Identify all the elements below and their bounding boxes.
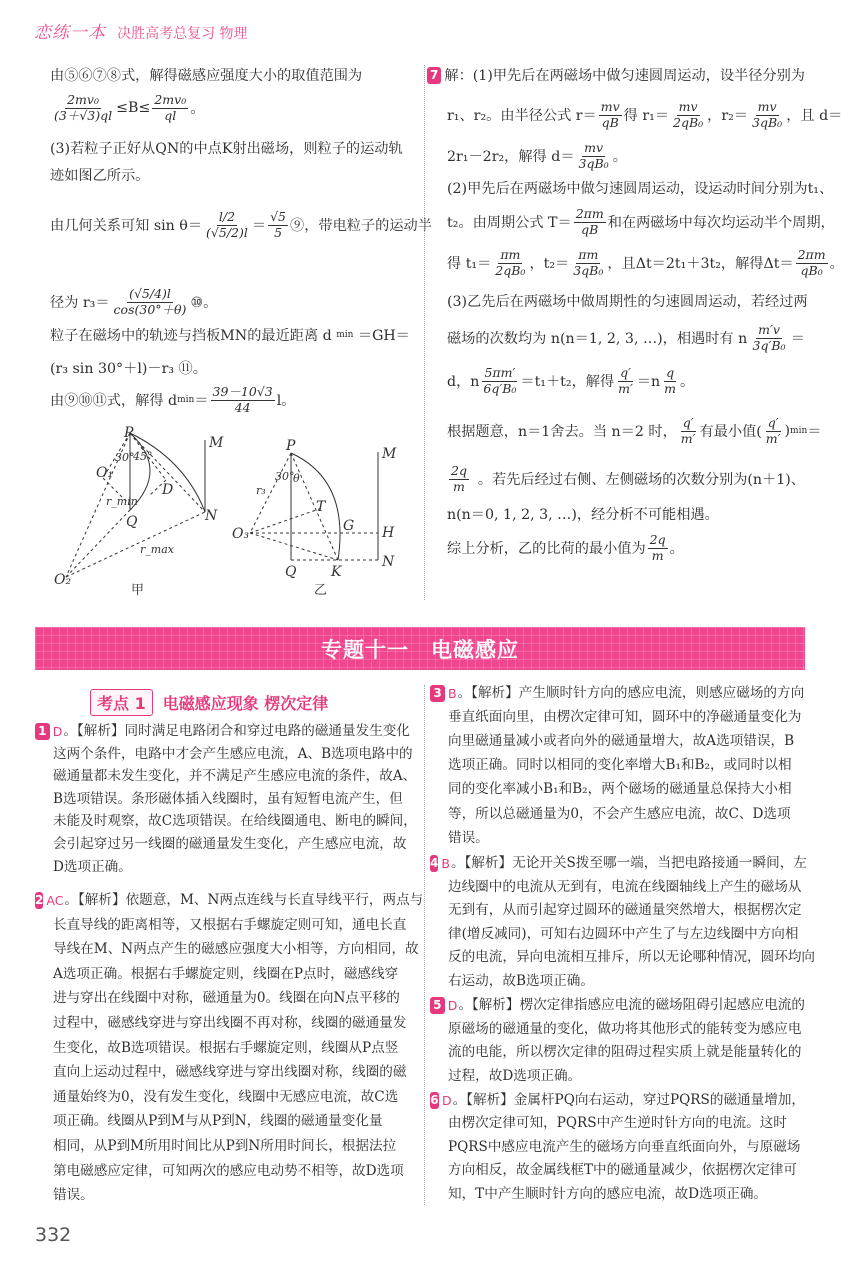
text-run: 项正确。线圈从P到M与从P到N，线圈的磁通量变化量 <box>53 1113 383 1130</box>
figure-yi <box>250 452 378 560</box>
text-run: 方向相反，故金属线框T中的磁通量减少，依据楞次定律可 <box>448 1162 797 1179</box>
fraction-numerator: 2πm <box>797 247 826 263</box>
text-run: 。【解析】楞次定律指感应电流的磁场阻碍引起感应电流的 <box>458 997 805 1013</box>
text-run: 。【解析】同时满足电路闭合和穿过电路的磁通量发生变化 <box>63 723 410 739</box>
text-run: 错误。 <box>448 829 489 846</box>
text-run: 。若先后经过右侧、左侧磁场的次数分别为(n＋1)、 <box>477 472 805 488</box>
fraction-numerator: 2πm <box>575 206 604 222</box>
text-run: 。【解析】无论开关S拨至哪一端，当把电路接通一瞬间，左 <box>450 855 807 871</box>
text-line <box>53 1110 410 1133</box>
text-run: 由几何关系可知 sin θ＝ <box>50 218 203 234</box>
label-rmax: r_max <box>140 543 174 556</box>
text-run: 向里磁通量减小或者向外的磁通量增大，故A选项错误，B <box>448 733 795 750</box>
answer-choice: AC <box>46 893 64 908</box>
text-line <box>448 754 805 777</box>
text-line <box>448 827 489 850</box>
text-line <box>35 720 410 743</box>
text-run: 。 <box>612 149 627 165</box>
column-divider <box>424 65 425 600</box>
text-run: ，且 d＝ <box>786 108 843 124</box>
label-O2: O₂ <box>54 572 72 588</box>
fraction-numerator: q′ <box>767 415 779 431</box>
text-run: (2)甲先后在两磁场中做匀速圆周运动，设运动时间分别为t₁、 <box>447 181 834 197</box>
text-run: 反的电流，异向电流相互排斥，所以无论哪种情况，圆环均向 <box>448 949 816 966</box>
fraction-numerator: 5πm′ <box>484 365 516 381</box>
subscript: min <box>336 330 354 340</box>
text-run: 由⑤⑥⑦⑧式，解得磁感应强度大小的取值范围为 <box>50 68 363 84</box>
text-line <box>53 788 410 811</box>
text-line <box>448 923 805 946</box>
text-run: (3)乙先后在两磁场中做周期性的匀速圆周运动，若经过两 <box>447 294 808 310</box>
label-P: P <box>124 425 134 441</box>
text-run: ，t₂＝ <box>529 256 570 272</box>
text-run: 等，所以总磁通量为0，不会产生感应电流，故C、D选项 <box>448 805 791 822</box>
text-run: 垂直纸面向里，由楞次定律可知，圆环中的净磁通量变化为 <box>448 709 802 726</box>
answer-choice: D <box>447 998 458 1013</box>
fraction-denominator: (√5/2)l <box>206 224 248 240</box>
text-line <box>53 987 410 1010</box>
text-run: 。 <box>190 101 205 117</box>
text-line <box>448 970 594 993</box>
fraction-numerator: q′ <box>682 415 694 431</box>
text-line <box>448 778 805 801</box>
text-run: r₁、r₂。由半径公式 r＝ <box>447 108 597 124</box>
text-line <box>53 765 417 788</box>
text-line <box>53 833 410 856</box>
fraction-numerator: 2q <box>451 463 467 479</box>
text-run: 知，T中产生顺时针方向的感应电流，故D选项正确。 <box>448 1185 768 1202</box>
text-run: ≤B≤ <box>116 100 151 116</box>
text-line <box>430 1089 805 1112</box>
label-G: G <box>343 518 355 534</box>
brand-logo: 恋练一本 <box>34 23 106 43</box>
fraction-denominator: 3qB₀ <box>573 262 604 278</box>
question-number-badge: 1 <box>35 723 50 740</box>
text-run: 直向上运动过程中，磁感线穿进与穿出线圈对称，线圈的磁 <box>53 1064 407 1081</box>
label-30deg: 30° <box>115 451 135 464</box>
text-line <box>53 743 413 766</box>
subscript: min <box>177 395 195 405</box>
text-run: A选项正确。根据右手螺旋定则，线圈在P点时，磁感线穿 <box>53 965 399 982</box>
fraction-numerator: mv <box>678 99 698 115</box>
text-run: 过程中，磁感线穿进与穿出线圈不再对称，线圈的磁通量发 <box>53 1015 407 1031</box>
text-run: 流的电能，所以楞次定律的阻碍过程实质上就是能量转化的 <box>448 1044 802 1061</box>
text-run: 生变化，故B选项错误。根据右手螺旋定则，线圈从P点竖 <box>53 1039 399 1056</box>
text-run: 未能及时观察，故C选项错误。在给线圈通电、断电的瞬间， <box>53 813 417 830</box>
question-number-badge: 7 <box>427 67 441 84</box>
fraction-denominator: qB₀ <box>800 262 823 278</box>
label-T: T <box>316 499 326 515</box>
book-subtitle: 决胜高考总复习 物理 <box>117 26 248 42</box>
chapter-banner <box>35 627 805 670</box>
fraction-denominator: m′ <box>765 430 781 446</box>
label-Q: Q <box>126 514 138 530</box>
text-run: PQRS中感应电流产生的磁场方向垂直纸面向外，与原磁场 <box>448 1138 801 1155</box>
text-run: ＝n <box>636 374 661 390</box>
text-run: 选项正确。同时以相同的变化率增大B₁和B₂，或同时以相 <box>448 757 792 774</box>
text-run: ＝ <box>251 218 267 234</box>
text-run: 会引起穿过另一线圈的磁通量发生变化，产生感应电流，故 <box>53 836 407 852</box>
fraction-denominator: ql <box>164 107 177 123</box>
fraction-denominator: qB <box>601 114 619 130</box>
fraction-denominator: 6q′B₀ <box>483 380 517 396</box>
text-line <box>53 810 417 833</box>
answer-choice: D <box>52 724 63 739</box>
text-line <box>53 1135 410 1158</box>
text-run: 这两个条件，电路中才会产生感应电流，A、B选项电路中的 <box>53 745 413 762</box>
text-line <box>53 1086 410 1109</box>
text-run: ＝t₁＋t₂，解得 <box>520 374 615 390</box>
fraction-numerator: 2q <box>649 532 666 548</box>
section-tag: 考点 1 <box>90 689 153 716</box>
section-title: 电磁感应现象 楞次定律 <box>162 694 329 713</box>
text-line <box>430 994 805 1017</box>
text-line <box>448 706 805 729</box>
text-line <box>448 1159 805 1182</box>
text-run: 由楞次定律可知，PQRS中产生逆时针方向的电流。这时 <box>448 1115 787 1132</box>
label-K: K <box>331 564 342 580</box>
text-run: 得 t₁＝ <box>447 256 492 272</box>
fraction-denominator: 3qB₀ <box>578 155 609 171</box>
page-number: 332 <box>35 1224 72 1246</box>
text-line <box>430 852 805 875</box>
text-line <box>448 1041 805 1064</box>
label-P: P <box>286 438 296 454</box>
text-run: 。 <box>669 541 684 557</box>
fraction-numerator: √5 <box>270 209 286 225</box>
fraction-denominator: 2qB₀ <box>673 114 704 130</box>
label-D: D <box>162 482 174 498</box>
question-number-badge: 3 <box>430 685 445 702</box>
text-line <box>448 803 805 826</box>
text-run: 磁通量都未发生变化，并不满足产生感应电流的条件，故A、 <box>53 768 417 785</box>
fraction-numerator: 2mv₀ <box>154 92 187 108</box>
label-M: M <box>209 435 224 451</box>
section-heading <box>90 689 328 716</box>
fraction-denominator: 3q′B₀ <box>752 337 786 353</box>
text-run: 根据题意，n＝1舍去。当 n＝2 时， <box>447 424 677 440</box>
text-run: 2r₁－2r₂，解得 d＝ <box>447 149 575 165</box>
text-line <box>448 1112 805 1135</box>
text-line <box>448 1183 767 1206</box>
text-line <box>35 889 424 912</box>
fraction-numerator: m′v <box>758 322 780 338</box>
text-run: 粒子在磁场中的轨迹与挡板MN的最近距离 d <box>50 328 332 344</box>
text-run: 解：(1)甲先后在两磁场中做匀速圆周运动，设半径分别为 <box>444 68 805 84</box>
text-run: (r₃ sin 30°＋l)－r₃ ⑪。 <box>50 361 207 377</box>
fraction-numerator: πm <box>500 247 521 263</box>
text-run: 。【解析】金属杆PQ向右运动，穿过PQRS的磁通量增加， <box>452 1092 805 1108</box>
fraction-denominator: cos(30°＋θ) <box>113 301 187 317</box>
text-run: 无到有，从而引起穿过圆环的磁通量突然增大，根据楞次定 <box>448 902 802 919</box>
text-line <box>448 946 816 969</box>
text-line <box>53 856 132 879</box>
label-O3: O₃ <box>232 526 250 542</box>
text-run: 第电磁感应定律，可知两次的感应电动势不相等，故D选项 <box>53 1162 404 1179</box>
text-run: 径为 r₃＝ <box>50 295 110 311</box>
text-run: B选项错误。条形磁体插入线圈时，虽有短暂电流产生，但 <box>53 790 403 807</box>
fraction-denominator: m′ <box>680 430 696 446</box>
text-run: ，且Δt＝2t₁＋3t₂，解得Δt＝ <box>607 256 794 272</box>
label-H: H <box>382 525 395 541</box>
question-number-badge: 5 <box>430 997 445 1014</box>
fraction-denominator: 44 <box>234 399 251 415</box>
label-O1: O₁ <box>96 465 114 481</box>
figure-caption-yi: 乙 <box>314 583 328 598</box>
text-line <box>448 1018 805 1041</box>
text-run: 进与穿出在线圈中对称，磁通量为0。线圈在向N点平移的 <box>53 990 400 1007</box>
question-number-badge: 2 <box>35 893 44 907</box>
label-M: M <box>382 446 397 462</box>
text-run: 综上分析，乙的比荷的最小值为 <box>447 541 646 557</box>
text-line <box>448 876 805 899</box>
text-line <box>53 1184 94 1207</box>
fraction-numerator: mv <box>584 140 604 156</box>
text-run: n(n＝0, 1, 2, 3, …)，经分析不可能相遇。 <box>447 507 719 523</box>
fraction-numerator: mv <box>600 99 620 115</box>
text-run: 长直导线的距离相等，又根据右手螺旋定则可知，通电长直 <box>53 916 407 933</box>
text-run: ，r₂＝ <box>707 108 749 124</box>
text-run: d，n <box>447 374 480 390</box>
text-run: 得 r₁＝ <box>623 108 670 124</box>
answer-choice: D <box>441 1093 452 1108</box>
text-run: 错误。 <box>53 1187 94 1204</box>
fraction-denominator: qB <box>581 221 599 237</box>
text-line <box>448 1136 805 1159</box>
subscript: min <box>790 426 808 436</box>
question-number-badge: 4 <box>430 856 439 870</box>
fraction-numerator: 2mv₀ <box>67 92 99 108</box>
fraction-denominator: (3＋√3)ql <box>54 107 113 123</box>
text-run: 原磁场的磁通量的变化，做功将其他形式的能转变为感应电 <box>448 1020 802 1037</box>
text-run: D选项正确。 <box>53 858 132 875</box>
text-run: ＝ <box>790 331 805 347</box>
label-N: N <box>382 554 395 570</box>
text-run: 有最小值( <box>699 424 762 440</box>
label-theta: θ <box>293 472 300 485</box>
fraction-numerator: mv <box>757 99 777 115</box>
figure-caption-jia: 甲 <box>131 583 145 598</box>
text-run: 过程，故D选项正确。 <box>448 1067 582 1084</box>
fraction-denominator: m <box>453 478 465 494</box>
fraction-numerator: (√5/4)l <box>129 286 171 302</box>
text-run: ＝ <box>194 393 209 409</box>
label-N: N <box>205 508 218 524</box>
text-run: ⑨，带电粒子的运动半 <box>290 218 432 234</box>
text-line <box>53 914 410 937</box>
chapter-title: 专题十一 电磁感应 <box>321 637 519 662</box>
text-run: 律(增反减同)，可知右边圆环中产生了与左边线圈中方向相 <box>448 925 799 942</box>
fraction-denominator: 5 <box>274 224 283 240</box>
fraction-denominator: m′ <box>618 380 633 396</box>
text-run: 导线在M、N两点产生的磁感应强度大小相等，方向相同，故 <box>53 941 419 958</box>
label-30deg: 30° <box>275 470 295 483</box>
fraction-numerator: q′ <box>620 365 631 381</box>
text-run: 迹如图乙所示。 <box>50 168 150 184</box>
text-run: 磁场的次数均为 n(n＝1, 2, 3, …)，相遇时有 n <box>447 331 748 347</box>
fraction-numerator: l/2 <box>218 209 236 225</box>
text-run: 由⑨⑩⑪式，解得 d <box>50 393 178 409</box>
text-line <box>448 730 805 753</box>
text-run: 。 <box>680 374 695 390</box>
fraction-numerator: 39－10√3 <box>212 384 273 400</box>
fraction-denominator: 3qB₀ <box>752 114 783 130</box>
text-run: 相同，从P到M所用时间比从P到N所用时间长，根据法拉 <box>53 1138 397 1154</box>
text-run: 同的变化率减小B₁和B₂，两个磁场的磁通量总保持大小相 <box>448 781 792 798</box>
text-run: ⑩。 <box>190 295 218 311</box>
text-line <box>448 899 805 922</box>
text-run: 。【解析】依题意，M、N两点连线与长直导线平行，两点与 <box>64 892 424 908</box>
label-45deg: 45° <box>133 450 153 463</box>
text-run: ＝GH＝ <box>357 328 410 344</box>
label-Q: Q <box>285 564 297 580</box>
answer-choice: B <box>448 686 457 701</box>
text-line <box>53 1061 410 1084</box>
text-line <box>53 1037 410 1060</box>
fraction-numerator: πm <box>578 247 599 263</box>
text-line <box>53 1160 410 1183</box>
label-rmin: r_min <box>106 495 138 508</box>
label-r3: r₃ <box>256 484 266 497</box>
question-number-badge: 6 <box>430 1093 439 1107</box>
text-run: 右运动，故B选项正确。 <box>448 973 594 989</box>
text-run: ＝ <box>807 424 822 440</box>
text-run: 通量始终为0，没有发生变化，线圈中无感应电流，故C选 <box>53 1088 399 1105</box>
text-run: 和在两磁场中每次均运动半个周期， <box>607 215 835 231</box>
text-line <box>53 963 410 986</box>
fraction-numerator: q <box>666 365 675 381</box>
text-run: l。 <box>276 393 296 409</box>
text-run: ) <box>784 423 791 439</box>
column-divider <box>424 685 425 1205</box>
text-line <box>53 1012 410 1035</box>
text-run: t₂。由周期公式 T＝ <box>447 215 572 231</box>
fraction-denominator: m <box>651 547 664 563</box>
text-line <box>448 1065 581 1088</box>
fraction-denominator: 2qB₀ <box>495 262 526 278</box>
text-line <box>53 938 419 961</box>
text-run: 边线圈中的电流从无到有，电流在线圈轴线上产生的磁场从 <box>448 878 802 895</box>
text-run: 。 <box>829 256 844 272</box>
text-line <box>430 682 805 705</box>
text-run: 。【解析】产生顺时针方向的感应电流，则感应磁场的方向 <box>457 685 805 701</box>
text-run: (3)若粒子正好从QN的中点K射出磁场，则粒子的运动轨 <box>50 141 403 157</box>
fraction-denominator: m <box>664 380 677 396</box>
answer-choice: B <box>441 856 450 871</box>
